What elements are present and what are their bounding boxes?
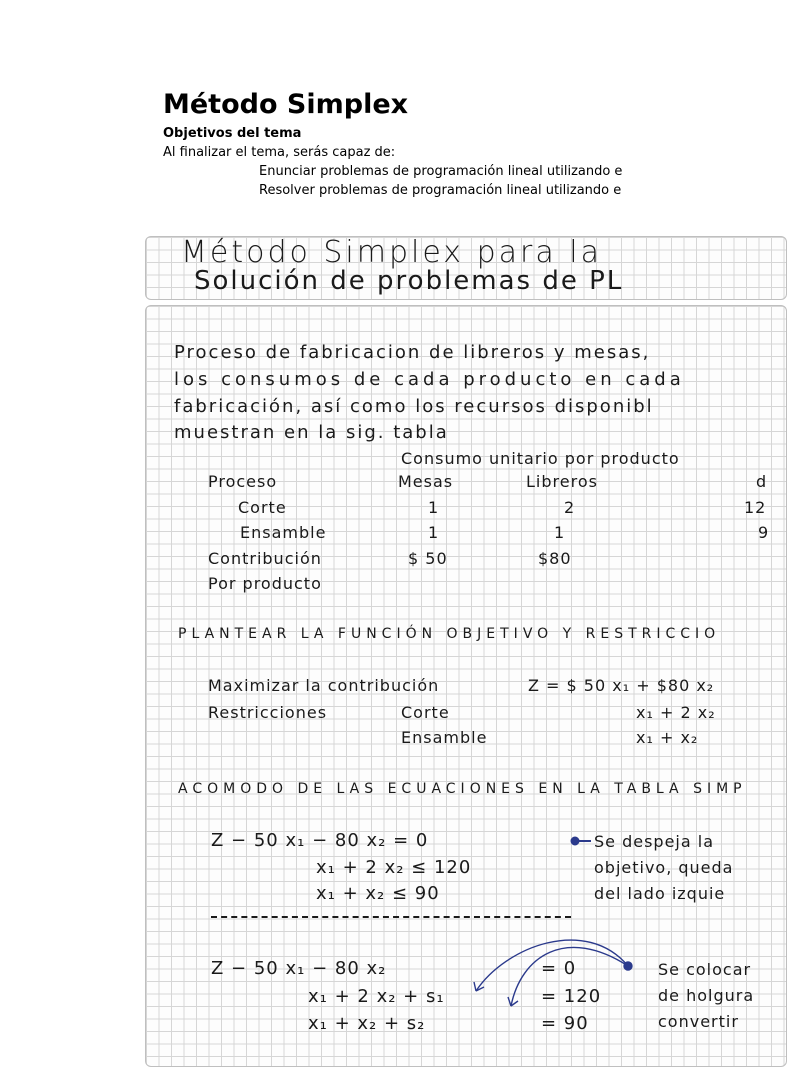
restrictions-label: Restricciones <box>208 703 328 722</box>
ensamble-label: Ensamble <box>401 728 488 747</box>
table-cell: $80 <box>538 549 572 568</box>
equation-rhs: = 90 <box>541 1013 589 1034</box>
objective-item: Enunciar problemas de programación lineal utilizando e <box>259 164 623 179</box>
corte-equation: x₁ + 2 x₂ <box>636 703 716 722</box>
equation-line: x₁ + 2 x₂ + s₁ <box>308 986 445 1007</box>
section-heading: ACOMODO DE LAS ECUACIONES EN LA TABLA SIMP <box>178 781 747 797</box>
annotation-arrows <box>146 306 786 1066</box>
maximize-label: Maximizar la contribución <box>208 676 440 695</box>
table-cell: 1 <box>554 523 566 542</box>
note-line: Se colocar <box>658 960 752 979</box>
table-cell: Ensamble <box>240 523 327 542</box>
notebook-title-sheet <box>145 236 787 300</box>
note-line: del lado izquie <box>594 884 726 903</box>
table-cell: Por producto <box>208 574 322 593</box>
document-header <box>163 88 643 200</box>
table-header-mesas: Mesas <box>398 472 454 491</box>
table-header-d: d <box>756 472 768 491</box>
note-line: de holgura <box>658 986 755 1005</box>
section-heading: PLANTEAR LA FUNCIÓN OBJETIVO Y RESTRICCIO <box>178 626 721 642</box>
note-line: objetivo, queda <box>594 858 734 877</box>
para-line: muestran en la sig. tabla <box>174 422 449 443</box>
ensamble-equation: x₁ + x₂ <box>636 728 699 747</box>
table-cell: 1 <box>428 523 440 542</box>
table-cell: 9 <box>758 523 770 542</box>
table-cell: Contribución <box>208 549 322 568</box>
table-header-proceso: Proceso <box>208 472 278 491</box>
note-line: convertir <box>658 1012 739 1031</box>
curved-arrow-icon <box>474 940 632 1006</box>
para-line: Proceso de fabricacion de libreros y mesas, <box>174 342 651 363</box>
handwritten-title-line2: Solución de problemas de PL <box>194 266 624 296</box>
objective-item: Resolver problemas de programación lineal utilizando e <box>259 183 622 198</box>
para-line: fabricación, así como los recursos disponibl <box>174 396 654 417</box>
note-line: Se despeja la <box>594 832 715 851</box>
objective-equation: Z = $ 50 x₁ + $80 x₂ <box>528 676 715 695</box>
equation-line: x₁ + 2 x₂ ≤ 120 <box>316 857 472 878</box>
table-cell: $ 50 <box>408 549 448 568</box>
notebook-body-sheet <box>145 305 787 1067</box>
section-subtitle: Objetivos del tema <box>163 126 302 141</box>
para-line: los consumos de cada producto en cada <box>174 369 685 390</box>
equation-line: x₁ + x₂ ≤ 90 <box>316 883 440 904</box>
table-cell: 12 <box>744 498 767 517</box>
page-title: Método Simplex <box>163 89 409 120</box>
table-cell: 2 <box>564 498 576 517</box>
intro-text: Al finalizar el tema, serás capaz de: <box>163 145 396 160</box>
equation-rhs: = 0 <box>541 958 577 979</box>
handwritten-title-line1: Método Simplex para la <box>181 235 602 270</box>
arrow-icon <box>571 837 591 845</box>
equation-line: Z − 50 x₁ − 80 x₂ <box>211 958 387 979</box>
equation-line: Z − 50 x₁ − 80 x₂ = 0 <box>211 830 429 851</box>
table-cell: 1 <box>428 498 440 517</box>
table-cell: Corte <box>238 498 287 517</box>
equation-line: x₁ + x₂ + s₂ <box>308 1013 426 1034</box>
table-caption: Consumo unitario por producto <box>401 449 680 468</box>
equation-rhs: = 120 <box>541 986 602 1007</box>
corte-label: Corte <box>401 703 450 722</box>
table-header-libreros: Libreros <box>526 472 598 491</box>
